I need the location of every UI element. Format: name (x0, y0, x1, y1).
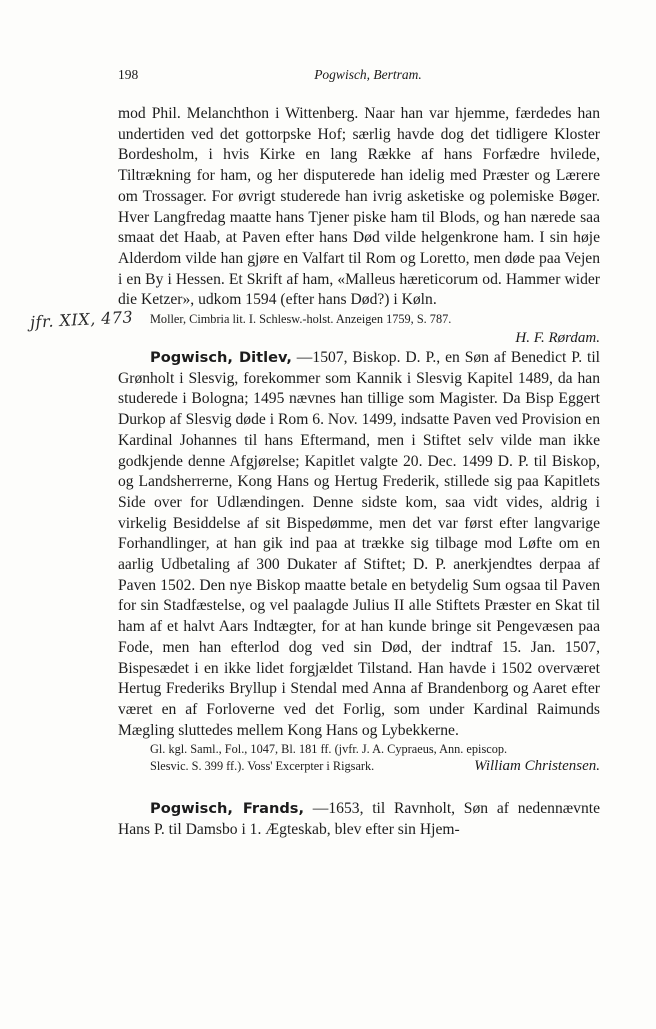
entry-bertram-paragraph: mod Phil. Melanchthon i Wittenberg. Naar han var hjemme, færdedes han undertiden ved det gottorpske Hof; særlig havde dog det tidligere Kloster Bordesholm, i hvis Kirke en lang Række af hans Forfædre hvilede, Tiltrækning for ham, og her disputerede han idelig med Præster og Lærere om Trossager. For øvrigt studerede han ivrig asketiske og polemiske Bøger. Hver Langfredag maatte hans Tjener piske ham til Blods, og han nærede saa smaat det Haab, at Paven efter hans Død vilde helgenkrone ham. I sin høje Alderdom vilde han gjøre en Valfart til Rom og Loretto, men døde paa Vejen i en By i Hessen. Et Skrift af ham, «Malleus hæreticorum od. Hammer wider die Ketzer», udkom 1594 (efter hans Død?) i Køln. (118, 105, 600, 309)
entry-frands-text: —1653, til Ravnholt, Søn af nedennævnte Hans P. til Damsbo i 1. Ægteskab, blev efter sin Hjem- (118, 800, 600, 839)
entry-ditlev-sources-1: Gl. kgl. Saml., Fol., 1047, Bl. 181 ff. (jvfr. J. A. Cypraeus, Ann. episcop. (150, 742, 508, 757)
page-number: 198 (118, 67, 139, 82)
page-body (118, 104, 600, 841)
running-title: Pogwisch, Bertram. (314, 67, 422, 82)
entry-ditlev-author: William Christensen. (474, 758, 600, 775)
entry-bertram-sources: Moller, Cimbria lit. I. Schlesw.-holst. Anzeigen 1759, S. 787. (150, 312, 452, 327)
entry-ditlev-sources-2 (118, 758, 600, 775)
entry-frands-name: Pogwisch, Frands, (150, 800, 305, 818)
entry-bertram-author: H. F. Rørdam. (515, 330, 600, 347)
entry-ditlev-text: —1507, Biskop. D. P., en Søn af Benedict P. til Grønholt i Slesvig, forekommer som Kannik i Slesvig Kapitel 1489, da han studerede i Bologna; 1495 nævnes han tillige som Magister. Da Bisp Eggert Durkop af Slesvig døde i Rom 6. Nov. 1499, indsatte Paven ved Provision en Kardinal Johannes til hans Eftermand, men i Stiftet selv vilde man ikke godkjende denne Afgjørelse; Kapitlet valgte 20. Dec. 1499 D. P. til Biskop, og Landsherrerne, Kong Hans og Hertug Frederik, stillede sig paa Kapitlets Side over for Udlændingen. Denne sidste kom, saa vidt vides, aldrig i virkelig Besiddelse af sit Bispedømme, men det var først efter langvarige Forhandlinger, at han gik ind paa at trække sig tilbage mod Løfte om en aarlig Udbetaling af 300 Dukater af Stiftet; D. P. anerkjendtes derpaa af Paven 1502. Den nye Biskop maatte betale en betydelig Sum ogsaa til Paven for sin Stadfæstelse, og vel paalagde Julius II alle Stiftets Præster en Skat til ham af et halvt Aars Indtægter, for at han kunde bringe sit Pengevæsen paa Fode, men han efterlod dog ved sin Død, der indtraf 15. Jan. 1507, Bispesædet i en ikke lidet forgjældet Tilstand. Han havde i 1502 overværet Hertug Frederiks Bryllup i Stendal med Anna af Brandenborg og Aaret efter været en af Forloverne ved det Forlig, som under Kardinal Raimunds Mægling sluttedes mellem Kong Hans og Lybekkerne. (118, 349, 600, 739)
page-header (118, 67, 598, 85)
entry-ditlev-sources-text: Slesvic. S. 399 ff.). Voss' Excerpter i Rigsark. (150, 759, 375, 774)
entry-ditlev-paragraph (118, 348, 600, 741)
handwritten-margin-note: jfr. XIX, 473 (29, 307, 134, 332)
entry-spacer (118, 775, 600, 799)
entry-frands-paragraph (118, 799, 600, 840)
entry-ditlev-name: Pogwisch, Ditlev, (150, 349, 292, 367)
